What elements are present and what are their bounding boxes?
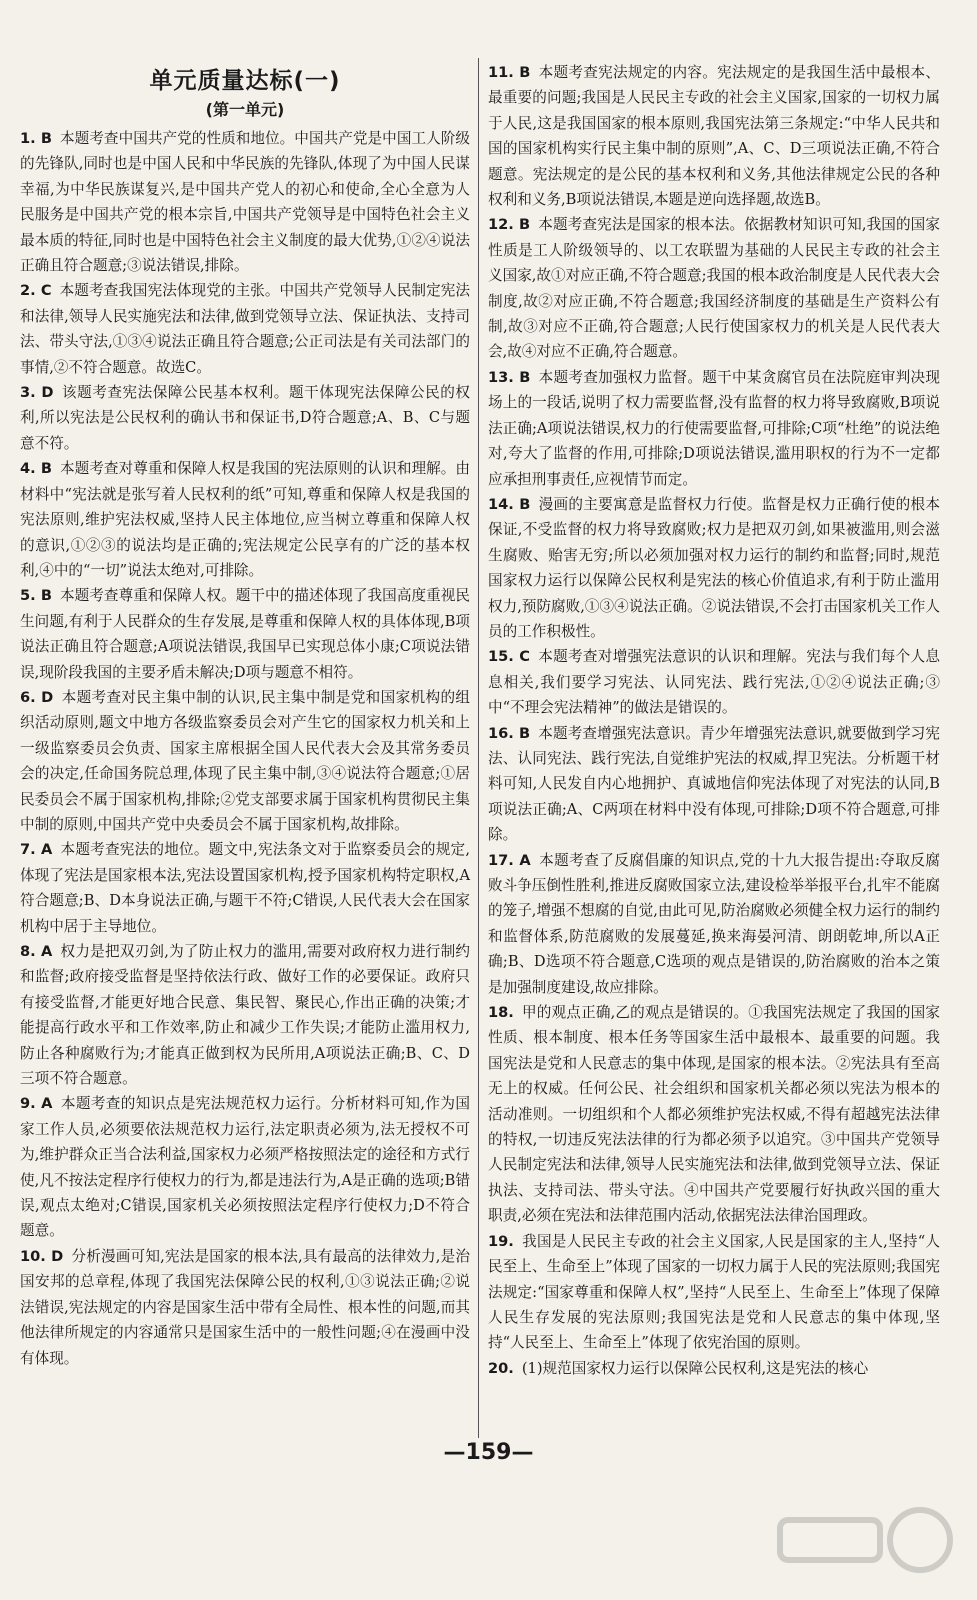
answer-text: 该题考查宪法保障公民基本权利。题干体现宪法保障公民的权利,所以宪法是公民权利的确认书和保证书,D符合题意;A、B、C与题意不符。: [20, 384, 470, 452]
answer-number: 4. B: [20, 460, 52, 478]
answer-text: 本题考查的知识点是宪法规范权力运行。分析材料可知,作为国家工作人员,必须要依法规范权力运行,法定职责必须为,法无授权不可为,维护群众正当合法利益,国家权力必须严格按照法定的途径和方式行使,凡不按法定程序行使权力的行为,都是违法行为,A是正确的选项;B错误,观点太绝对;C错误,国家机关必须按照法定程序行使权力;D不符合题意。: [20, 1095, 470, 1240]
answer-item: [488, 492, 940, 644]
page-subtitle: (第一单元): [205, 100, 285, 119]
answer-item: [20, 278, 470, 380]
answer-text: 分析漫画可知,宪法是国家的根本法,具有最高的法律效力,是治国安邦的总章程,体现了我国宪法保障公民的权利,①③说法正确;②说法错误,宪法规定的内容是国家生活中带有全局性、根本性的问题,而其他法律所规定的内容通常只是国家生活中的一般性问题;④在漫画中没有体现。: [20, 1247, 470, 1367]
answer-number: 3. D: [20, 384, 54, 402]
answer-item: [20, 380, 470, 456]
answer-text: 权力是把双刃剑,为了防止权力的滥用,需要对政府权力进行制约和监督;政府接受监督是坚持依法行政、做好工作的必要保证。政府只有接受监督,才能更好地合民意、集民智、聚民心,作出正确的决策;才能提高行政水平和工作效率,防止和减少工作失误;才能防止滥用权力,防止各种腐败行为;才能真正做到权为民所用,A项说法正确;B、C、D三项不符合题意。: [20, 943, 470, 1088]
answer-number: 14. B: [488, 495, 531, 513]
page-number: —159—: [443, 1440, 534, 1465]
answer-number: 17. A: [488, 851, 531, 869]
answer-number: 11. B: [488, 64, 531, 81]
left-column: [20, 60, 470, 1371]
answer-number: 15. C: [488, 648, 530, 666]
answer-text: 我国是人民民主专政的社会主义国家,人民是国家的主人,坚持“人民至上、生命至上”体现了国家的一切权力属于人民的宪法原则;我国宪法规定:“国家尊重和保障人权”,坚持“人民至上、生命至上”体现了保障人民生存发展的宪法原则;我国宪法是党和人民意志的集中体现,坚持“人民至上、生命至上”体现了依宪治国的原则。: [488, 1232, 940, 1352]
answer-text: 本题考查尊重和保障人权。题干中的描述体现了我国高度重视民生问题,有利于人民群众的生存发展,是尊重和保障人权的具体体现,B项说法正确且符合题意;A项说法错误,我国早已实现总体小康;C项说法错误,现阶段我国的主要矛盾未解决;D项与题意不相符。: [20, 587, 470, 681]
answer-text: 本题考查增强宪法意识。青少年增强宪法意识,就要做到学习宪法、认同宪法、践行宪法,自觉维护宪法的权威,捍卫宪法。分析题干材料可知,人民发自内心地拥护、真诚地信仰宪法体现了对宪法的认同,B项说法正确;A、C两项在材料中没有体现,可排除;D项不符合题意,可排除。: [488, 724, 940, 844]
answer-item: [20, 456, 470, 583]
answer-item: [488, 212, 940, 364]
answer-text: 本题考查加强权力监督。题干中某贪腐官员在法院庭审判决现场上的一段话,说明了权力需要监督,没有监督的权力将导致腐败,B项说法正确;A项说法错误,权力的行使需要监督,可排除;C项“杜绝”的说法绝对,夸大了监督的作用,可排除;D项说法错误,滥用职权的行为不一定都应承担刑事责任,应视情节而定。: [488, 368, 940, 488]
answer-text: 漫画的主要寓意是监督权力行使。监督是权力正确行使的根本保证,不受监督的权力将导致腐败;权力是把双刃剑,如果被滥用,则会滋生腐败、贻害无穷;所以必须加强对权力运行的制约和监督;同时,规范国家权力运行以保障公民权利是宪法的核心价值追求,有利于防止滥用权力,预防腐败,①③④说法正确。②说法错误,不会打击国家机关工作人员的工作积极性。: [488, 495, 940, 640]
answer-number: 2. C: [20, 282, 52, 300]
answer-item: [20, 685, 470, 837]
answer-number: 8. A: [20, 943, 53, 960]
answer-item: [20, 583, 470, 685]
answer-text: 本题考查宪法的地位。题文中,宪法条文对于监察委员会的规定,体现了宪法是国家根本法,宪法设置国家机构,授予国家机构特定职权,A符合题意;B、D本身说法正确,与题干不符;C错误,人民代表大会在国家机构中居于主导地位。: [20, 841, 470, 935]
answer-number: 18.: [488, 1004, 514, 1022]
column-divider: [478, 58, 479, 1438]
right-answer-list: [488, 60, 940, 1381]
answer-number: 16. B: [488, 724, 531, 742]
answer-item: [488, 848, 940, 1000]
answer-text: 甲的观点正确,乙的观点是错误的。①我国宪法规定了我国的国家性质、根本制度、根本任务等国家生活中最根本、最重要的问题。我国宪法是党和人民意志的集中体现,是国家的根本法。②宪法具有至高无上的权威。任何公民、社会组织和国家机关都必须以宪法为根本的活动准则。一切组织和个人都必须维护宪法权威,不得有超越宪法法律的特权,一切违反宪法法律的行为都必须予以追究。③中国共产党领导人民制定宪法和法律,领导人民实施宪法和法律,做到党领导立法、保证执法、支持司法、带头守法。④中国共产党要履行好执政兴国的重大职责,必须在宪法和法律范围内活动,依据宪法法律治国理政。: [488, 1004, 940, 1225]
answer-item: [488, 721, 940, 848]
answer-number: 12. B: [488, 216, 531, 234]
watermark-logo: [770, 1500, 960, 1590]
left-answer-list: [20, 126, 470, 1371]
answer-text: (1)规范国家权力运行以保障公民权利,这是宪法的核心: [521, 1359, 869, 1377]
answer-text: 本题考查对增强宪法意识的认识和理解。宪法与我们每个人息息相关,我们要学习宪法、认同宪法、践行宪法,①②④说法正确;③中“不理会宪法精神”的做法是错误的。: [488, 648, 940, 717]
answer-item: [20, 837, 470, 939]
answer-text: 本题考查了反腐倡廉的知识点,党的十九大报告提出:夺取反腐败斗争压倒性胜利,推进反腐败国家立法,建设检举举报平台,扎牢不能腐的笼子,增强不想腐的自觉,由此可见,防治腐败必须健全权力运行的制约和监督体系,防范腐败的发展蔓延,换来海晏河清、朗朗乾坤,所以A正确;B、D选项不符合题意,C选项的观点是错误的,防治腐败的治本之策是加强制度建设,故应排除。: [488, 851, 940, 996]
answer-number: 19.: [488, 1232, 514, 1250]
answer-item: [20, 126, 470, 278]
answer-item: [20, 939, 470, 1091]
answer-item: [20, 1091, 470, 1243]
answer-number: 5. B: [20, 587, 52, 605]
answer-number: 6. D: [20, 688, 54, 706]
answer-text: 本题考查对尊重和保障人权是我国的宪法原则的认识和理解。由材料中“宪法就是张写着人民权利的纸”可知,尊重和保障人权是我国的宪法原则,维护宪法权威,坚持人民主体地位,应当树立尊重和保障人权的意识,①②③的说法均是正确的;宪法规定公民享有的广泛的基本权利,④中的“一切”说法太绝对,可排除。: [20, 460, 470, 579]
page-title: 单元质量达标(一): [149, 68, 341, 94]
answer-item: [488, 1000, 940, 1229]
answer-item: [488, 644, 940, 720]
answer-text: 本题考查对民主集中制的认识,民主集中制是党和国家机构的组织活动原则,题文中地方各级监察委员会对产生它的国家权力机关和上一级监察委员会负责、国家主席根据全国人民代表大会及其常务委员会的决定,任命国务院总理,体现了民主集中制,③④说法符合题意;①居民委员会不属于国家机构,排除;②党支部要求属于国家机构贯彻民主集中制的原则,中国共产党中央委员会不属于国家机构,故排除。: [20, 688, 470, 833]
answer-item: [488, 1356, 940, 1381]
answer-number: 9. A: [20, 1095, 53, 1113]
answer-text: 本题考查中国共产党的性质和地位。中国共产党是中国工人阶级的先锋队,同时也是中国人民和中华民族的先锋队,体现了为中国人民谋幸福,为中华民族谋复兴,是中国共产党人的初心和使命,全心全意为人民服务是中国共产党的根本宗旨,中国共产党领导是中国特色社会主义最本质的特征,同时也是中国特色社会主义制度的最大优势,①②④说法正确且符合题意;③说法错误,排除。: [20, 130, 470, 275]
answer-item: [488, 1229, 940, 1356]
answer-number: 13. B: [488, 368, 531, 386]
answer-text: 本题考查宪法是国家的根本法。依据教材知识可知,我国的国家性质是工人阶级领导的、以工农联盟为基础的人民民主专政的社会主义国家,故①对应正确,不符合题意;我国的根本政治制度是人民代表大会制度,故②对应正确,不符合题意;我国经济制度的基础是生产资料公有制,故③对应不正确,符合题意;人民行使国家权力的机关是人民代表大会,故④对应不正确,符合题意。: [488, 216, 941, 361]
answer-number: 10. D: [20, 1247, 64, 1265]
answer-item: [488, 60, 940, 212]
answer-text: 本题考查我国宪法体现党的主张。中国共产党领导人民制定宪法和法律,领导人民实施宪法和法律,做到党领导立法、保证执法、支持司法、带头守法,①③④说法正确且符合题意;公正司法是有关司法部门的事情,②不符合题意。故选C。: [20, 282, 470, 376]
answer-number: 20.: [488, 1359, 514, 1377]
answer-text: 本题考查宪法规定的内容。宪法规定的是我国生活中最根本、最重要的问题;我国是人民民主专政的社会主义国家,国家的一切权力属于人民,这是我国国家的根本原则,我国宪法第三条规定:“中华人民共和国的国家机构实行民主集中制的原则”,A、C、D三项说法正确,不符合题意。宪法规定的是公民的基本权利和义务,其他法律规定公民的各种权利和义务,B项说法错误,本题是逆向选择题,故选B。: [488, 64, 940, 209]
answer-number: 1. B: [20, 130, 52, 147]
right-column: [488, 60, 940, 1381]
answer-number: 7. A: [20, 841, 53, 859]
answer-item: [488, 365, 940, 492]
answer-item: [20, 1244, 470, 1371]
